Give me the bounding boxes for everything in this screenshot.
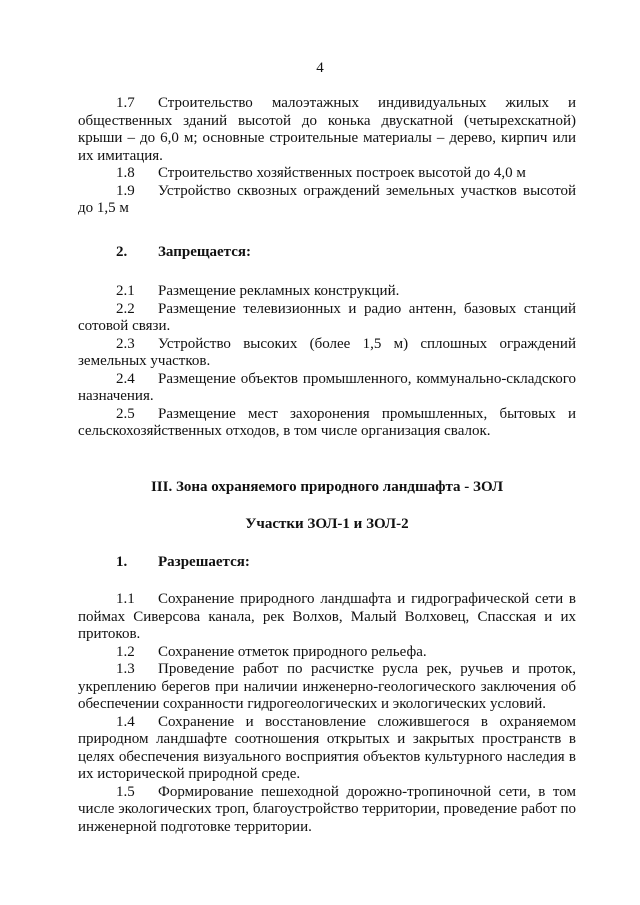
item-text: Строительство хозяйственных построек высотой до 4,0 м [158, 165, 526, 181]
item-text: Размещение объектов промышленного, коммунально-складского назначения. [78, 370, 576, 404]
page-number: 4 [316, 60, 324, 76]
list-item [78, 336, 576, 371]
section-title: Запрещается: [158, 243, 252, 260]
item-number: 1.1 [116, 591, 135, 607]
section-heading-allowed [78, 554, 576, 572]
section-title: Разрешается: [158, 553, 250, 570]
item-text: Размещение мест захоронения промышленных, бытовых и сельскохозяйственных отходов, в том числе организация свалок. [78, 405, 576, 439]
section-number: 1. [116, 553, 128, 570]
item-text: Устройство высоких (более 1,5 м) сплошных ограждений земельных участков. [78, 335, 576, 369]
list-item [78, 283, 576, 301]
zone-subtitle: Участки ЗОЛ-1 и ЗОЛ-2 [245, 516, 409, 532]
item-number: 1.2 [116, 643, 135, 660]
item-text: Строительство малоэтажных индивидуальных жилых и общественных зданий высотой до конька двускатной (четырехскатной) крыши – до 6,0 м; основные строительные материалы – дерево, кирпич или их имитация. [78, 95, 576, 164]
item-text: Формирование пешеходной дорожно-тропиночной сети, в том числе экологических троп, благоустройство территории, проведение работ по инженерной подготовке территории. [78, 783, 576, 835]
item-number: 1.3 [116, 661, 135, 677]
item-number: 2.4 [116, 370, 135, 387]
item-number: 2.2 [116, 300, 135, 317]
item-text: Сохранение природного ландшафта и гидрографической сети в поймах Сиверсова канала, рек Волхов, Малый Волховец, Спасская и их притоков. [78, 591, 576, 642]
list-item [78, 661, 576, 714]
list-item [78, 95, 576, 165]
list-item [78, 301, 576, 336]
block-1-list [78, 95, 576, 218]
item-text: Размещение телевизионных и радио антенн, базовых станций сотовой связи. [78, 300, 576, 334]
item-number: 1.9 [116, 182, 135, 199]
item-text: Размещение рекламных конструкций. [158, 283, 400, 299]
item-text: Сохранение отметок природного рельефа. [158, 643, 427, 660]
item-text: Сохранение и восстановление сложившегося в охраняемом природном ландшафте соотношения открытых и закрытых пространств в целях обеспечения визуального восприятия объектов культурного наследия в их исторической природной среде. [78, 713, 576, 782]
section-heading-prohibited [78, 244, 576, 262]
item-number: 1.8 [116, 165, 135, 181]
item-number: 1.4 [116, 713, 135, 730]
list-item [78, 183, 576, 218]
zone-title: III. Зона охраняемого природного ландшафта - ЗОЛ [150, 478, 504, 495]
list-item [78, 591, 576, 644]
list-item [78, 406, 576, 441]
list-item [78, 644, 576, 662]
list-item [78, 165, 576, 183]
item-number: 1.5 [116, 783, 135, 800]
block-2-list [78, 283, 576, 441]
item-text: Проведение работ по расчистке русла рек, ручьев и проток, укреплению берегов при наличии инженерно-геологического заключения об обеспечении сохранности гидрогеологических и экологических условий. [78, 661, 576, 712]
item-number: 2.1 [116, 283, 135, 299]
content-column [78, 95, 576, 836]
item-number: 2.3 [116, 335, 135, 352]
section-number: 2. [116, 243, 128, 260]
block-3-list [78, 591, 576, 836]
item-number: 2.5 [116, 405, 135, 422]
list-item [78, 371, 576, 406]
list-item [78, 784, 576, 837]
item-number: 1.7 [116, 95, 135, 111]
list-item [78, 714, 576, 784]
item-text: Устройство сквозных ограждений земельных участков высотой до 1,5 м [78, 182, 576, 216]
